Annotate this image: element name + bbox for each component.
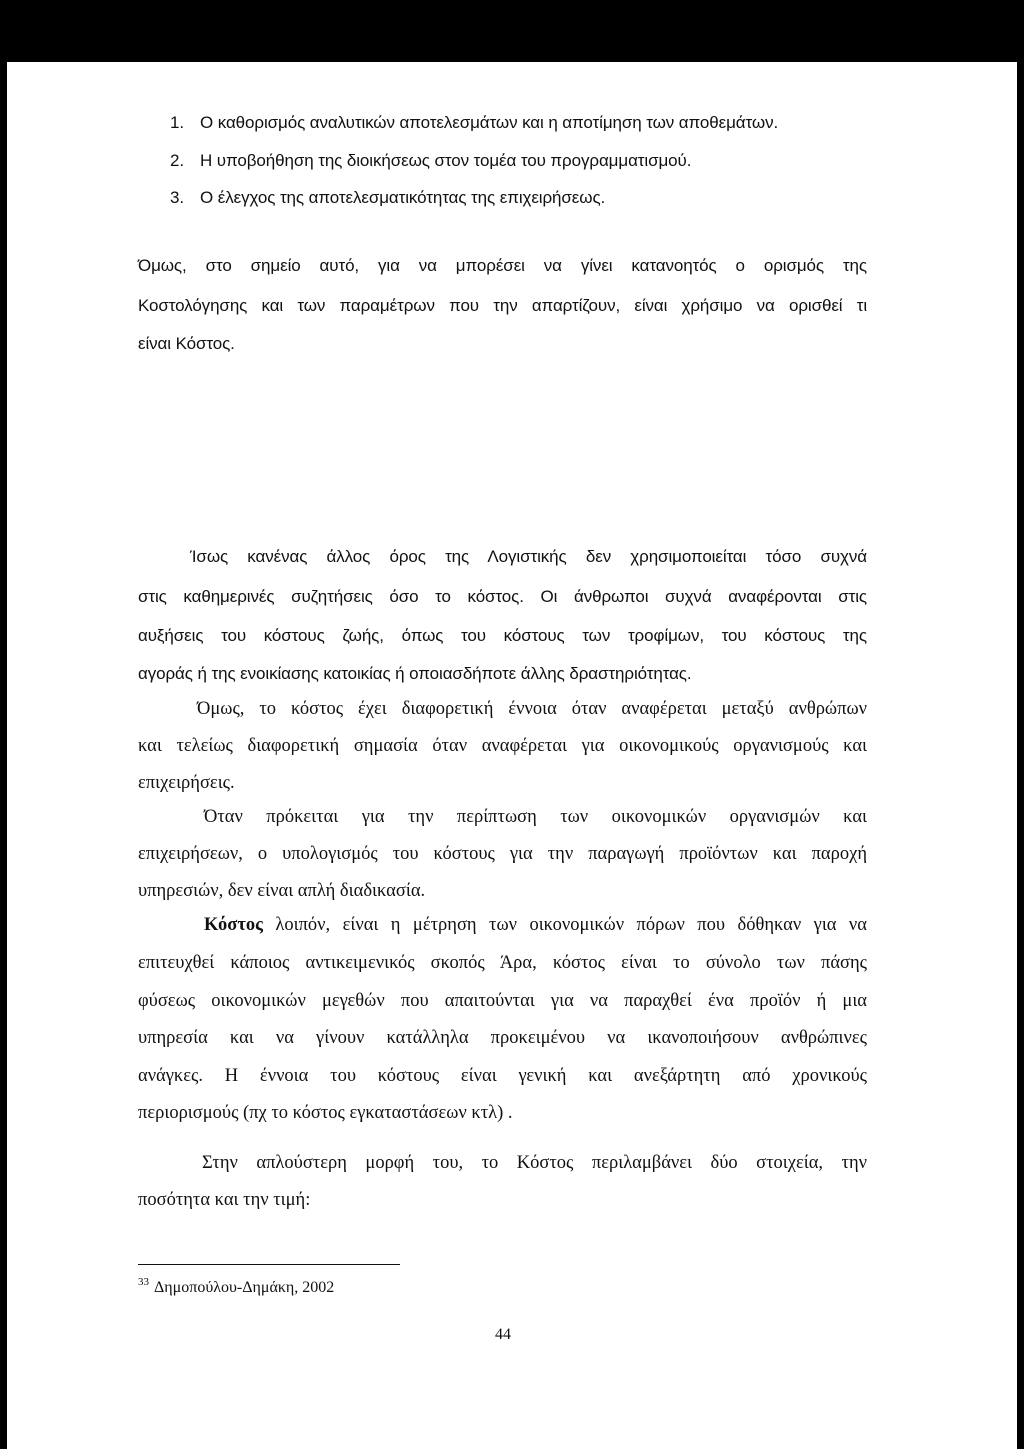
footnote-mark: 33	[138, 1276, 149, 1288]
para3-line: Όταν πρόκειται για την περίπτωση των οικονομικών οργανισμών και	[204, 807, 867, 827]
page-number: 44	[495, 1326, 511, 1343]
para5-line: ποσότητα και την τιμή:	[138, 1190, 311, 1210]
list-text: Η υποβοήθηση της διοικήσεως στον τομέα του προγραμματισμού.	[200, 151, 692, 170]
para4-line: φύσεως οικονομικών μεγεθών που απαιτούνται για να παραχθεί ένα προϊόν ή μια	[138, 991, 867, 1011]
para4-line: περιορισμούς (πχ το κόστος εγκαταστάσεων κτλ) .	[138, 1103, 513, 1123]
para4-first-line	[204, 916, 867, 935]
intro-line: Κοστολόγησης και των παραμέτρων που την απαρτίζουν, είναι χρήσιμο να ορισθεί τι	[138, 296, 867, 315]
para2-line: επιχειρήσεις.	[138, 773, 235, 793]
list-item-2	[170, 152, 691, 169]
para4-first-rest: λοιπόν, είναι η μέτρηση των οικονομικών πόρων που δόθηκαν για να	[262, 915, 867, 935]
para5-line: Στην απλούστερη μορφή του, το Κόστος περιλαμβάνει δύο στοιχεία, την	[202, 1153, 867, 1173]
list-text: Ο έλεγχος της αποτελεσματικότητας της επιχειρήσεως.	[200, 188, 606, 207]
list-item-1	[170, 114, 778, 131]
para4-line: επιτευχθεί κάποιος αντικειμενικός σκοπός Άρα, κόστος είναι το σύνολο των πάσης	[138, 953, 867, 973]
para1-line: αγοράς ή της ενοικίασης κατοικίας ή οποιασδήποτε άλλης δραστηριότητας.	[138, 664, 692, 683]
list-number: 2.	[170, 151, 184, 170]
para4-line: ανάγκες. Η έννοια του κόστους είναι γενική και ανεξάρτητη από χρονικούς	[138, 1066, 867, 1086]
list-number: 3.	[170, 188, 184, 207]
footnote	[138, 1276, 335, 1296]
document-page	[7, 62, 1017, 1449]
list-text: Ο καθορισμός αναλυτικών αποτελεσμάτων και η αποτίμηση των αποθεμάτων.	[200, 113, 779, 132]
bold-term: Κόστος	[204, 915, 263, 935]
intro-line: είναι Κόστος.	[138, 334, 235, 353]
para3-line: επιχειρήσεων, ο υπολογισμός του κόστους για την παραγωγή προϊόντων και παροχή	[138, 844, 867, 864]
list-item-3	[170, 189, 605, 206]
footnote-text: Δημοπούλου-Δημάκη, 2002	[154, 1279, 335, 1296]
para2-line: και τελείως διαφορετική σημασία όταν αναφέρεται για οικονομικούς οργανισμούς και	[138, 736, 867, 756]
para2-line: Όμως, το κόστος έχει διαφορετική έννοια όταν αναφέρεται μεταξύ ανθρώπων	[197, 699, 867, 719]
para4-line: υπηρεσία και να γίνουν κατάλληλα προκειμένου να ικανοποιήσουν ανθρώπινες	[138, 1028, 867, 1048]
para1-line: στις καθημερινές συζητήσεις όσο το κόστος. Οι άνθρωποι συχνά αναφέρονται στις	[138, 587, 867, 606]
intro-line: Όμως, στο σημείο αυτό, για να μπορέσει να γίνει κατανοητός ο ορισμός της	[138, 256, 867, 275]
footnote-divider	[138, 1264, 400, 1265]
para1-line: Ίσως κανένας άλλος όρος της Λογιστικής δεν χρησιμοποιείται τόσο συχνά	[190, 547, 867, 566]
para3-line: υπηρεσιών, δεν είναι απλή διαδικασία.	[138, 881, 426, 901]
para1-line: αυξήσεις του κόστους ζωής, όπως του κόστους των τροφίμων, του κόστους της	[138, 626, 867, 645]
list-number: 1.	[170, 113, 184, 132]
